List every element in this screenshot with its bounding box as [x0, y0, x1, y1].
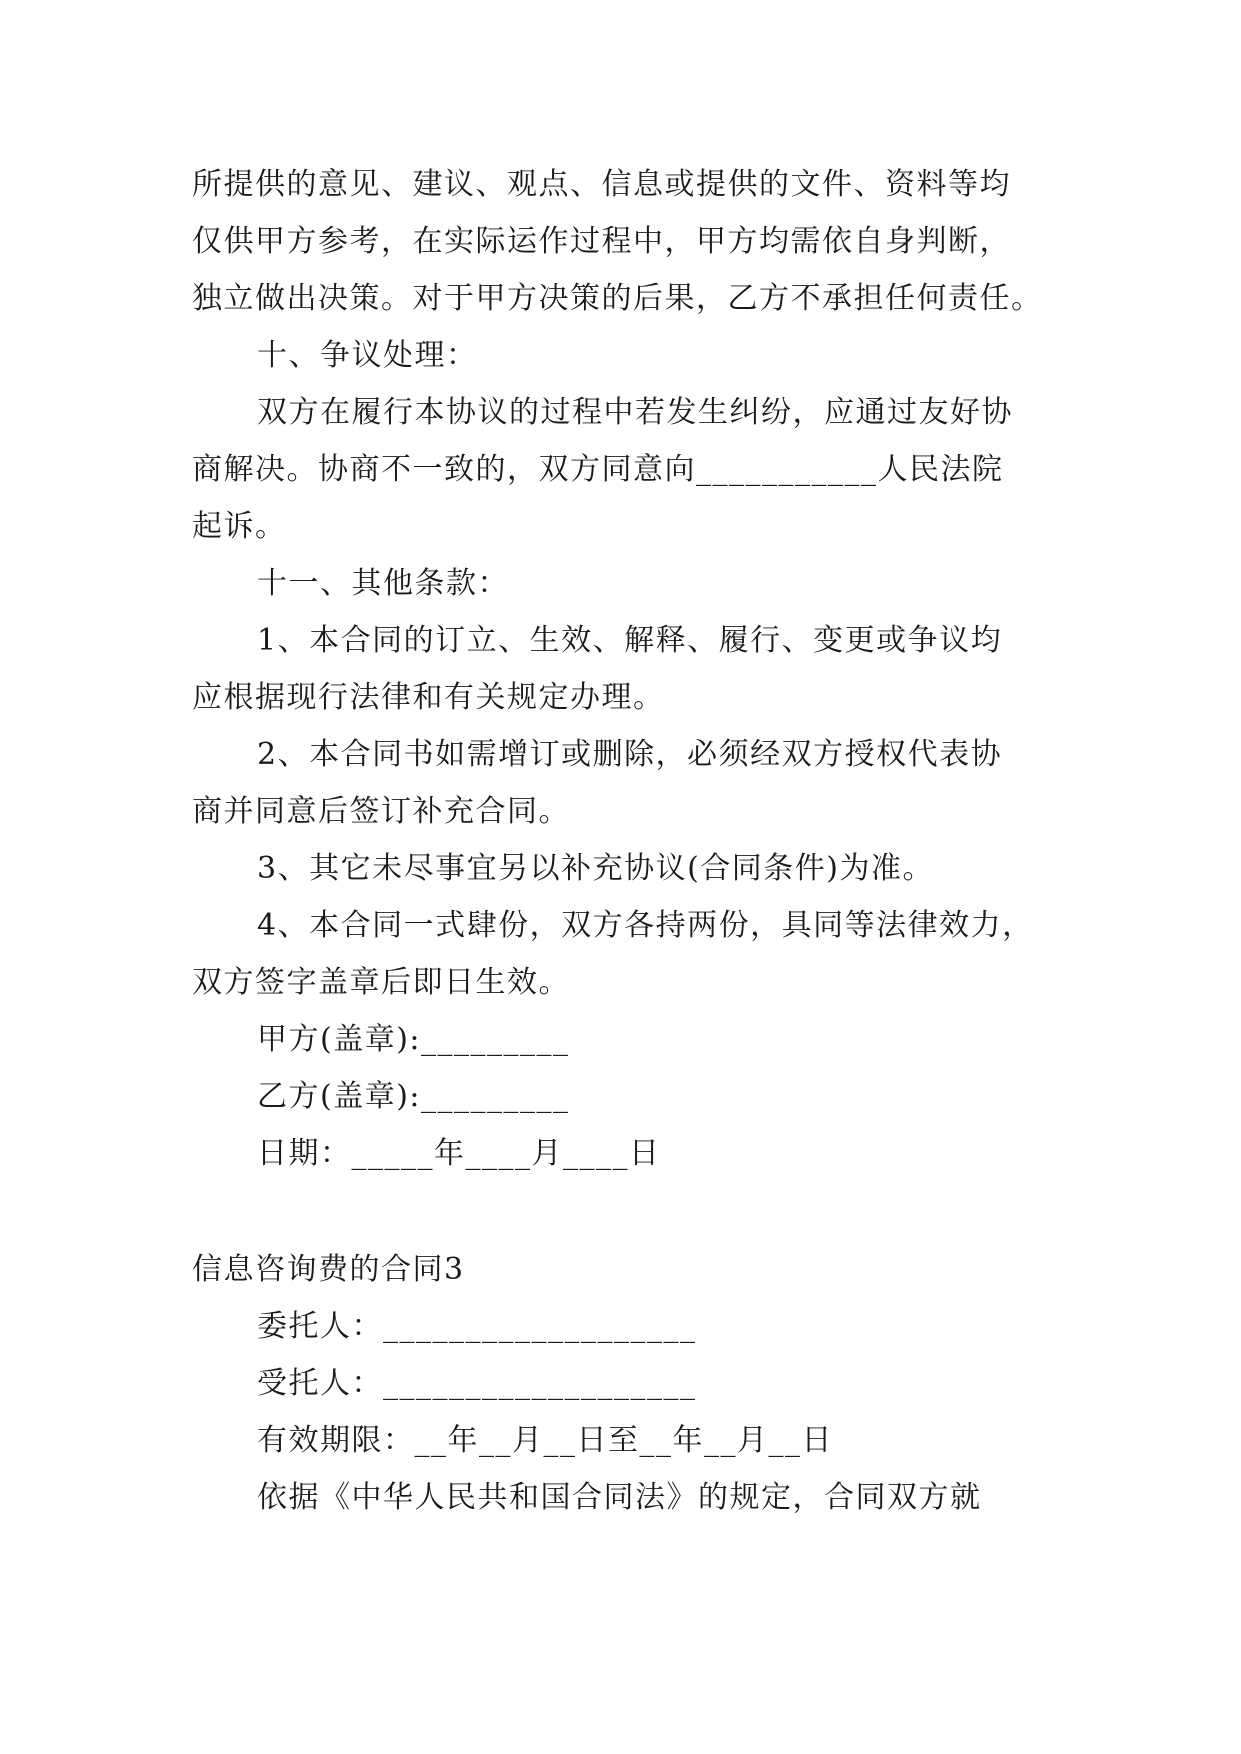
signature-date: 日期：_____年____月____日 [257, 1136, 661, 1171]
clause-item-4: 4、本合同一式肆份，双方各持两份，具同等法律效力， [257, 908, 1034, 943]
clause-item-2-cont: 商并同意后签订补充合同。 [192, 794, 570, 829]
paragraph-line: 起诉。 [192, 509, 287, 544]
clause-item-3: 3、其它未尽事宜另以补充协议(合同条件)为准。 [257, 851, 934, 886]
paragraph-line: 双方在履行本协议的过程中若发生纠纷，应通过友好协 [257, 395, 1013, 430]
contract-title: 信息咨询费的合同3 [192, 1252, 465, 1287]
paragraph-line: 所提供的意见、建议、观点、信息或提供的文件、资料等均 [192, 167, 1011, 202]
clause-item-2: 2、本合同书如需增订或删除，必须经双方授权代表协 [257, 737, 1003, 772]
clause-item-1-cont: 应根据现行法律和有关规定办理。 [192, 680, 665, 715]
validity-period: 有效期限：__年__月__日至__年__月__日 [257, 1423, 833, 1458]
clause-item-4-cont: 双方签字盖章后即日生效。 [192, 965, 570, 1000]
paragraph-line: 仅供甲方参考，在实际运作过程中，甲方均需依自身判断， [192, 224, 1011, 259]
signature-party-b: 乙方(盖章):_________ [257, 1079, 570, 1114]
paragraph-line: 商解决。协商不一致的，双方同意向___________人民法院 [192, 452, 1004, 487]
paragraph-line: 独立做出决策。对于甲方决策的后果，乙方不承担任何责任。 [192, 281, 1043, 316]
section-heading-other-terms: 十一、其他条款： [257, 566, 509, 601]
intro-paragraph: 依据《中华人民共和国合同法》的规定，合同双方就 [257, 1480, 982, 1515]
signature-party-a: 甲方(盖章):_________ [257, 1022, 570, 1057]
client-field: 委托人：___________________ [257, 1309, 697, 1344]
clause-item-1: 1、本合同的订立、生效、解释、履行、变更或争议均 [257, 623, 1003, 658]
section-heading-dispute: 十、争议处理： [257, 338, 478, 373]
trustee-field: 受托人：___________________ [257, 1366, 697, 1401]
